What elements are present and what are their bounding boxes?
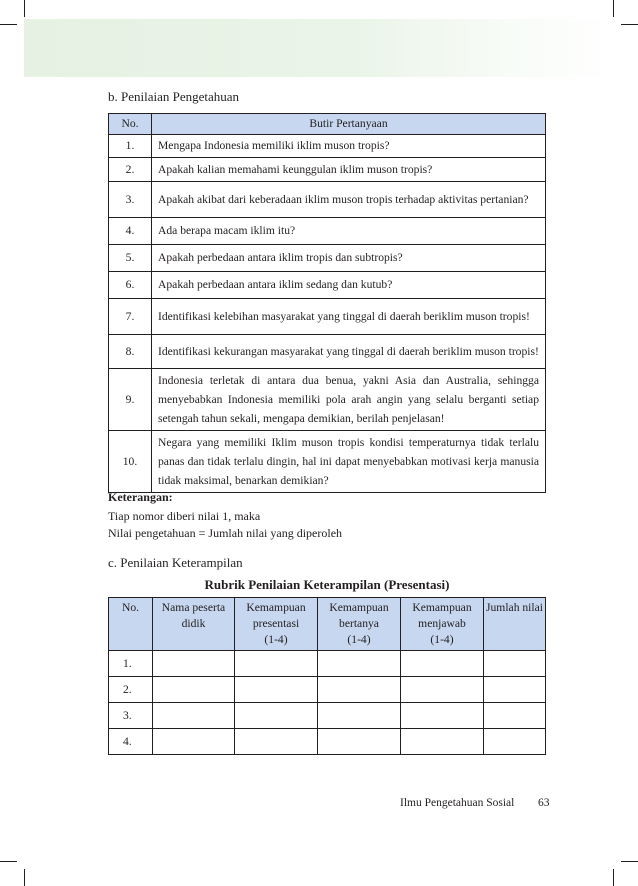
header-bertanya-line: Kemampuan [329, 601, 389, 614]
footer-book-title: Ilmu Pengetahuan Sosial [400, 797, 515, 809]
empty-cell [318, 703, 401, 729]
empty-cell [235, 677, 318, 703]
empty-cell [401, 703, 484, 729]
header-nama [153, 598, 235, 651]
table-row [109, 729, 546, 755]
table-row [109, 335, 546, 369]
row-number: 2. [109, 677, 153, 703]
question-text: Apakah perbedaan antara iklim tropis dan subtropis? [152, 245, 546, 272]
header-jumlah-label: Jumlah nilai [486, 601, 543, 614]
skills-rubric-table [108, 597, 546, 755]
section-b-title: b. Penilaian Pengetahuan [108, 89, 240, 104]
row-number: 3. [109, 703, 153, 729]
empty-cell [484, 703, 546, 729]
empty-cell [401, 677, 484, 703]
empty-cell [484, 677, 546, 703]
question-text: Apakah akibat dari keberadaan iklim muson tropis terhadap aktivitas pertanian? [152, 182, 546, 218]
question-text: Mengapa Indonesia memiliki iklim muson tropis? [152, 135, 546, 158]
question-text: Indonesia terletak di antara dua benua, yakni Asia dan Australia, sehingga menyebabkan Indonesia memiliki pola arah angin yang selalu berganti setiap setengah tahun sekali, mengapa demikian, berilah penjelasan! [152, 369, 546, 431]
table-row [109, 272, 546, 299]
empty-cell [153, 729, 235, 755]
rubric-title: Rubrik Penilaian Keterampilan (Presentasi) [204, 577, 450, 592]
crop-mark [24, 869, 25, 886]
header-menjawab [401, 598, 484, 651]
crop-mark [621, 24, 638, 25]
row-number: 3. [109, 182, 152, 218]
header-presentasi-line: (1-4) [264, 633, 288, 646]
empty-cell [484, 729, 546, 755]
table-row [109, 677, 546, 703]
empty-cell [235, 651, 318, 677]
header-nama-line: didik [181, 617, 206, 630]
question-text: Apakah kalian memahami keunggulan iklim muson tropis? [152, 158, 546, 182]
row-number: 4. [109, 218, 152, 245]
row-number: 1. [109, 651, 153, 677]
header-bertanya-line: (1-4) [347, 633, 371, 646]
row-number: 2. [109, 158, 152, 182]
crop-mark [613, 869, 614, 886]
empty-cell [153, 651, 235, 677]
header-presentasi-line: Kemampuan [246, 601, 306, 614]
question-text: Identifikasi kekurangan masyarakat yang tinggal di daerah beriklim muson tropis! [152, 335, 546, 369]
crop-mark [0, 24, 17, 25]
header-question: Butir Pertanyaan [152, 114, 546, 135]
empty-cell [401, 729, 484, 755]
knowledge-question-table [108, 113, 546, 493]
empty-cell [235, 703, 318, 729]
table-row [109, 299, 546, 335]
question-text: Apakah perbedaan antara iklim sedang dan kutub? [152, 272, 546, 299]
table-row [109, 135, 546, 158]
empty-cell [318, 651, 401, 677]
keterangan-line-2: Nilai pengetahuan = Jumlah nilai yang diperoleh [108, 526, 343, 540]
crop-mark [0, 861, 17, 862]
row-number: 1. [109, 135, 152, 158]
question-text: Ada berapa macam iklim itu? [152, 218, 546, 245]
table-row [109, 245, 546, 272]
crop-mark [24, 0, 25, 17]
header-nama-line: Nama peserta [161, 601, 226, 614]
empty-cell [318, 677, 401, 703]
header-jumlah [484, 598, 546, 651]
header-presentasi-line: presentasi [252, 617, 300, 630]
header-banner [24, 19, 614, 77]
empty-cell [318, 729, 401, 755]
header-bertanya-line: bertanya [339, 617, 379, 630]
table-row [109, 651, 546, 677]
row-number: 4. [109, 729, 153, 755]
empty-cell [235, 729, 318, 755]
row-number: 5. [109, 245, 152, 272]
empty-cell [153, 703, 235, 729]
keterangan-line-1: Tiap nomor diberi nilai 1, maka [108, 509, 261, 523]
section-c-title: c. Penilaian Keterampilan [108, 555, 243, 570]
header-menjawab-line: Kemampuan [412, 601, 472, 614]
row-number: 7. [109, 299, 152, 335]
row-number: 6. [109, 272, 152, 299]
keterangan-label: Keterangan: [108, 490, 173, 504]
footer-page-number: 63 [538, 797, 550, 809]
header-presentasi [235, 598, 318, 651]
crop-mark [621, 861, 638, 862]
header-no-label: No. [121, 601, 140, 614]
header-menjawab-line: menjawab [418, 617, 466, 630]
empty-cell [153, 677, 235, 703]
row-number: 9. [109, 369, 152, 431]
table-row [109, 218, 546, 245]
question-text: Negara yang memiliki Iklim muson tropis kondisi temperaturnya tidak terlalu panas dan tidak terlalu dingin, hal ini dapat menyebabkan motivasi kerja manusia tidak maksimal, benarkan demikian? [152, 431, 546, 493]
header-menjawab-line: (1-4) [430, 633, 454, 646]
table-row [109, 158, 546, 182]
header-bertanya [318, 598, 401, 651]
row-number: 10. [109, 431, 152, 493]
question-text: Identifikasi kelebihan masyarakat yang tinggal di daerah beriklim muson tropis! [152, 299, 546, 335]
row-number: 8. [109, 335, 152, 369]
header-no: No. [109, 114, 152, 135]
header-no [109, 598, 153, 651]
empty-cell [484, 651, 546, 677]
table-row [109, 369, 546, 431]
table-row [109, 431, 546, 493]
empty-cell [401, 651, 484, 677]
crop-mark [613, 0, 614, 17]
table-row [109, 182, 546, 218]
table-row [109, 703, 546, 729]
